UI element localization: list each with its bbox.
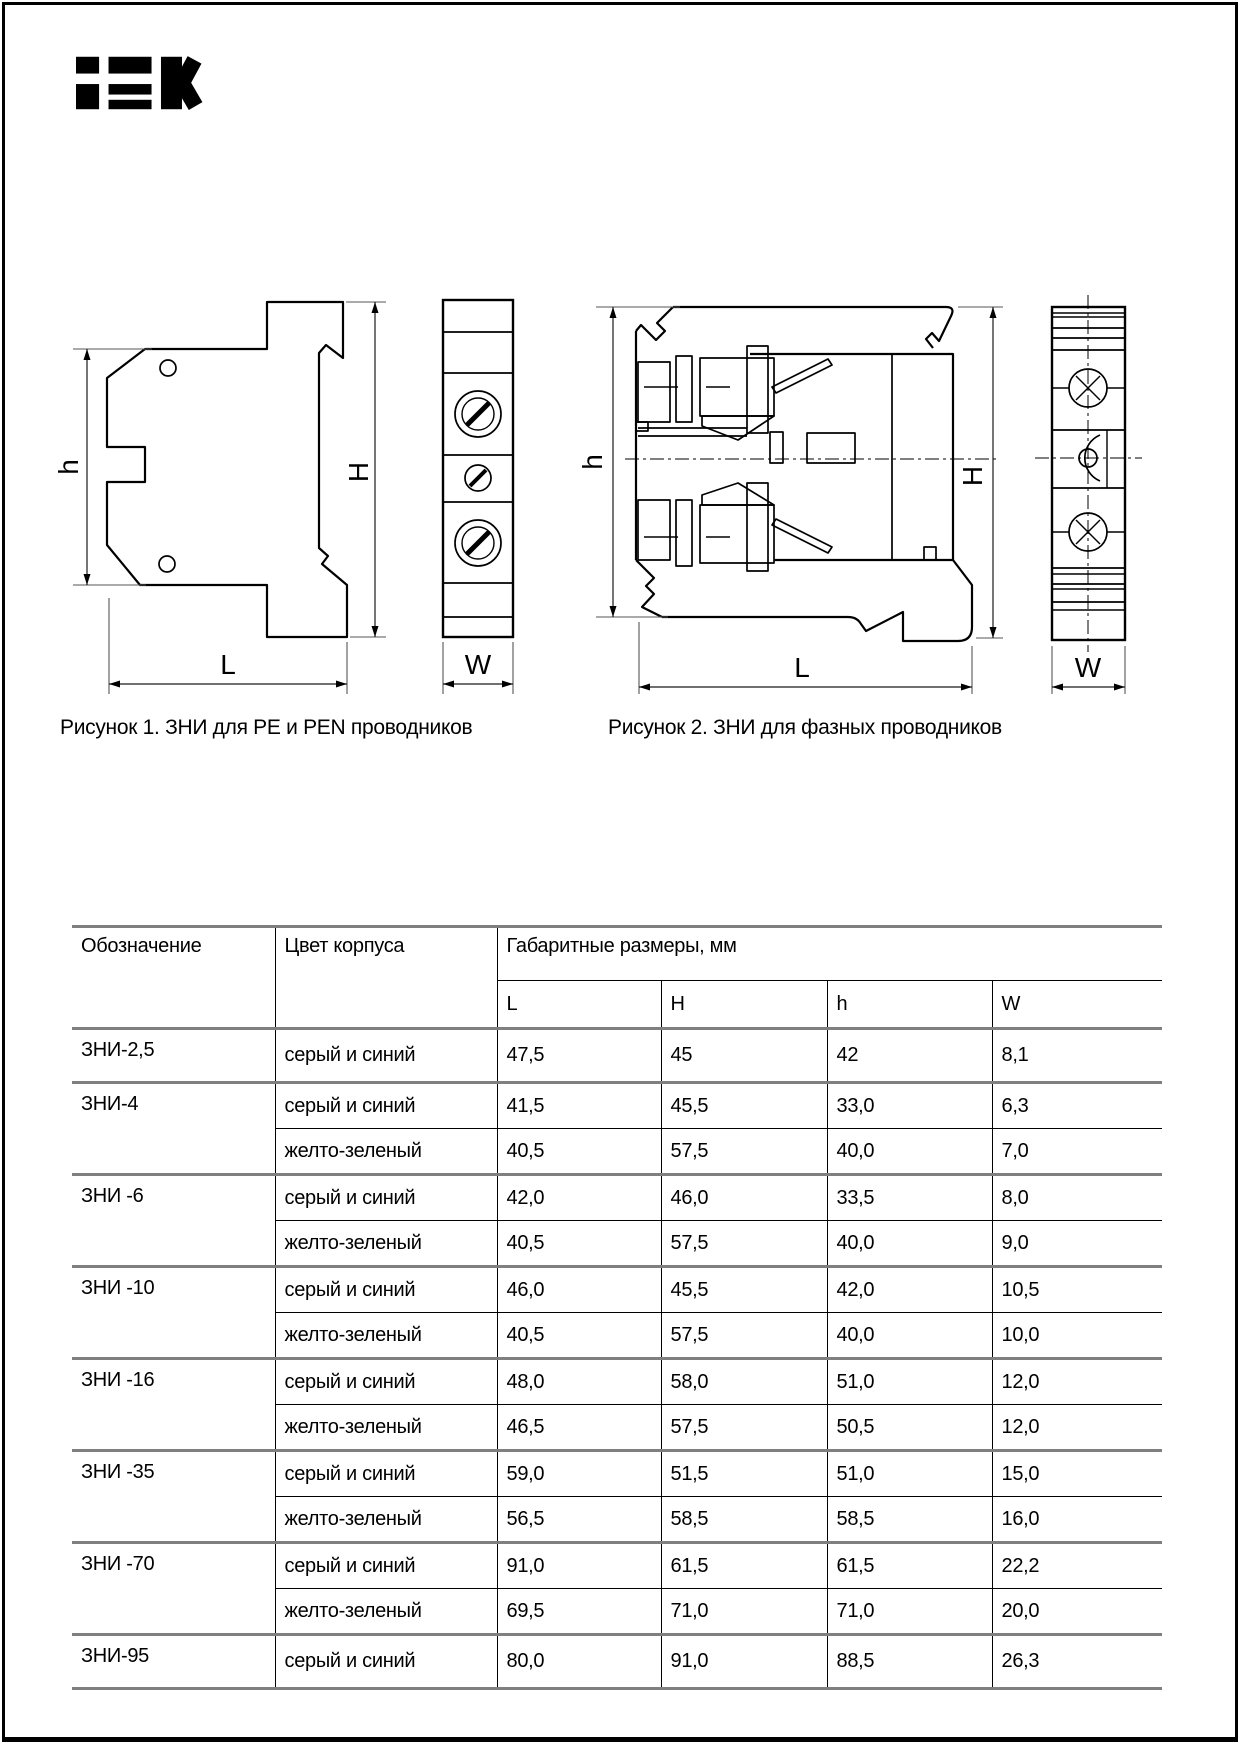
- screw-small-icon: [465, 465, 491, 491]
- body-color-cell: желто-зеленый: [275, 1221, 497, 1267]
- logo-e-mid: [109, 84, 152, 94]
- table-row: [72, 1543, 1162, 1589]
- dimension-value-cell: 91,0: [661, 1635, 827, 1689]
- body-color-cell: желто-зеленый: [275, 1313, 497, 1359]
- table-header-row: [72, 927, 1162, 981]
- front-view-body: [443, 300, 513, 637]
- dimension-value-cell: 12,0: [992, 1359, 1162, 1405]
- dim-subheader-H: H: [661, 981, 827, 1029]
- body-color-cell: желто-зеленый: [275, 1405, 497, 1451]
- screw-bottom-icon: [455, 520, 501, 566]
- dimension-value-cell: 57,5: [661, 1405, 827, 1451]
- dimension-value-cell: 58,5: [661, 1497, 827, 1543]
- clamp-top: [638, 346, 832, 440]
- dim-label-W: W: [464, 649, 492, 680]
- designation-cell: ЗНИ-95: [72, 1635, 275, 1689]
- dimension-value-cell: 57,5: [661, 1129, 827, 1175]
- dimension-value-cell: 69,5: [497, 1589, 661, 1635]
- dim-label-H: H: [343, 461, 374, 483]
- figure2-front-view: [1035, 295, 1142, 652]
- din-clip-top: [636, 307, 673, 340]
- table-row: [72, 1175, 1162, 1221]
- dimension-value-cell: 91,0: [497, 1543, 661, 1589]
- designation-cell: ЗНИ-4: [72, 1083, 275, 1175]
- table-row: [72, 1029, 1162, 1083]
- figure2-side-view: [625, 307, 1000, 641]
- designation-cell: ЗНИ -35: [72, 1451, 275, 1543]
- dimension-value-cell: 42,0: [497, 1175, 661, 1221]
- dim-label-H: H: [957, 465, 988, 487]
- dimension-value-cell: 10,5: [992, 1267, 1162, 1313]
- body-color-cell: серый и синий: [275, 1359, 497, 1405]
- dimension-value-cell: 61,5: [827, 1543, 992, 1589]
- dim-label-h: h: [577, 454, 608, 470]
- body-color-cell: желто-зеленый: [275, 1589, 497, 1635]
- rail-foot: [662, 560, 972, 641]
- dimension-value-cell: 26,3: [992, 1635, 1162, 1689]
- figure1-side-view: [107, 302, 347, 637]
- figure1-front-view: [443, 300, 513, 637]
- dim-subheader-h: h: [827, 981, 992, 1029]
- dim-label-h: h: [53, 459, 84, 475]
- foot-tooth: [924, 547, 936, 560]
- dimension-value-cell: 58,5: [827, 1497, 992, 1543]
- top-edge: [673, 307, 952, 348]
- dimension-value-cell: 50,5: [827, 1405, 992, 1451]
- iek-logo: [76, 56, 204, 110]
- table-row: [72, 1451, 1162, 1497]
- dimension-value-cell: 41,5: [497, 1083, 661, 1129]
- dimension-value-cell: 40,0: [827, 1129, 992, 1175]
- mounting-hole-bottom: [159, 556, 175, 572]
- logo-e-top: [109, 57, 152, 74]
- figure1-drawing: [40, 250, 520, 700]
- dimension-value-cell: 47,5: [497, 1029, 661, 1083]
- table-row: [72, 1267, 1162, 1313]
- dimension-value-cell: 33,0: [827, 1083, 992, 1129]
- dimension-value-cell: 61,5: [661, 1543, 827, 1589]
- dimension-value-cell: 8,0: [992, 1175, 1162, 1221]
- figure-1-caption: Рисунок 1. ЗНИ для PE и PEN проводников: [60, 716, 473, 739]
- table-row: [72, 1359, 1162, 1405]
- dim-subheader-W: W: [992, 981, 1162, 1029]
- dimensions-table: [72, 925, 1162, 1690]
- designation-cell: ЗНИ -16: [72, 1359, 275, 1451]
- dimension-value-cell: 40,5: [497, 1221, 661, 1267]
- body-color-cell: серый и синий: [275, 1543, 497, 1589]
- dimension-value-cell: 51,5: [661, 1451, 827, 1497]
- dimension-value-cell: 7,0: [992, 1129, 1162, 1175]
- figure2-drawing: [530, 250, 1170, 700]
- body-color-cell: серый и синий: [275, 1083, 497, 1129]
- dimension-value-cell: 58,0: [661, 1359, 827, 1405]
- logo-i-dot: [76, 57, 99, 74]
- logo-k-lower-arm: [181, 81, 196, 106]
- color-column-header: Цвет корпуса: [275, 927, 497, 1029]
- designation-cell: ЗНИ -6: [72, 1175, 275, 1267]
- table-row: [72, 1083, 1162, 1129]
- dimension-value-cell: 9,0: [992, 1221, 1162, 1267]
- body-color-cell: серый и синий: [275, 1267, 497, 1313]
- dimension-value-cell: 57,5: [661, 1313, 827, 1359]
- dimension-value-cell: 46,0: [661, 1175, 827, 1221]
- dimension-value-cell: 42: [827, 1029, 992, 1083]
- terminal-profile: [107, 302, 347, 637]
- dimension-value-cell: 40,5: [497, 1129, 661, 1175]
- clamp-lever-bottom: [772, 519, 832, 553]
- dim-label-W: W: [1074, 652, 1102, 683]
- dimension-value-cell: 8,1: [992, 1029, 1162, 1083]
- dimension-value-cell: 45,5: [661, 1267, 827, 1313]
- dimension-value-cell: 51,0: [827, 1451, 992, 1497]
- dimensions-column-header: Габаритные размеры, мм: [497, 927, 1162, 981]
- dimension-value-cell: 6,3: [992, 1083, 1162, 1129]
- dimension-value-cell: 10,0: [992, 1313, 1162, 1359]
- screw-top-icon: [455, 391, 501, 437]
- dimension-value-cell: 59,0: [497, 1451, 661, 1497]
- designation-cell: ЗНИ -10: [72, 1267, 275, 1359]
- dimension-value-cell: 48,0: [497, 1359, 661, 1405]
- dimension-value-cell: 51,0: [827, 1359, 992, 1405]
- dimension-value-cell: 40,0: [827, 1313, 992, 1359]
- logo-e-bottom: [109, 100, 152, 109]
- figure-2-caption: Рисунок 2. ЗНИ для фазных проводников: [608, 716, 1002, 739]
- designation-column-header: Обозначение: [81, 935, 202, 957]
- dimension-value-cell: 20,0: [992, 1589, 1162, 1635]
- dimension-value-cell: 40,5: [497, 1313, 661, 1359]
- clamp-bottom: [638, 483, 832, 571]
- dimension-value-cell: 22,2: [992, 1543, 1162, 1589]
- dimension-value-cell: 80,0: [497, 1635, 661, 1689]
- din-clip-bottom: [636, 560, 662, 617]
- dimension-value-cell: 46,5: [497, 1405, 661, 1451]
- designation-cell: ЗНИ -70: [72, 1543, 275, 1635]
- body-color-cell: серый и синий: [275, 1029, 497, 1083]
- body-color-cell: серый и синий: [275, 1175, 497, 1221]
- dimension-value-cell: 45,5: [661, 1083, 827, 1129]
- clamp-lever-top: [772, 359, 832, 393]
- body-color-cell: серый и синий: [275, 1635, 497, 1689]
- dimension-value-cell: 15,0: [992, 1451, 1162, 1497]
- dimension-value-cell: 56,5: [497, 1497, 661, 1543]
- body-color-cell: желто-зеленый: [275, 1497, 497, 1543]
- dimension-value-cell: 12,0: [992, 1405, 1162, 1451]
- dim-label-L: L: [220, 649, 236, 680]
- dim-label-L: L: [794, 652, 810, 683]
- mounting-hole-top: [160, 360, 176, 376]
- dimension-value-cell: 40,0: [827, 1221, 992, 1267]
- dimension-value-cell: 45: [661, 1029, 827, 1083]
- logo-i-stem: [76, 84, 99, 109]
- table-row: [72, 1635, 1162, 1689]
- dimension-value-cell: 71,0: [661, 1589, 827, 1635]
- dim-subheader-L: L: [497, 981, 661, 1029]
- body-color-cell: желто-зеленый: [275, 1129, 497, 1175]
- body-color-cell: серый и синий: [275, 1451, 497, 1497]
- dimension-value-cell: 57,5: [661, 1221, 827, 1267]
- test-hole-icon: [1079, 430, 1107, 488]
- dimension-value-cell: 33,5: [827, 1175, 992, 1221]
- dimension-value-cell: 46,0: [497, 1267, 661, 1313]
- dimension-value-cell: 16,0: [992, 1497, 1162, 1543]
- dimension-value-cell: 42,0: [827, 1267, 992, 1313]
- dimension-value-cell: 88,5: [827, 1635, 992, 1689]
- designation-cell: ЗНИ-2,5: [72, 1029, 275, 1083]
- dimension-value-cell: 71,0: [827, 1589, 992, 1635]
